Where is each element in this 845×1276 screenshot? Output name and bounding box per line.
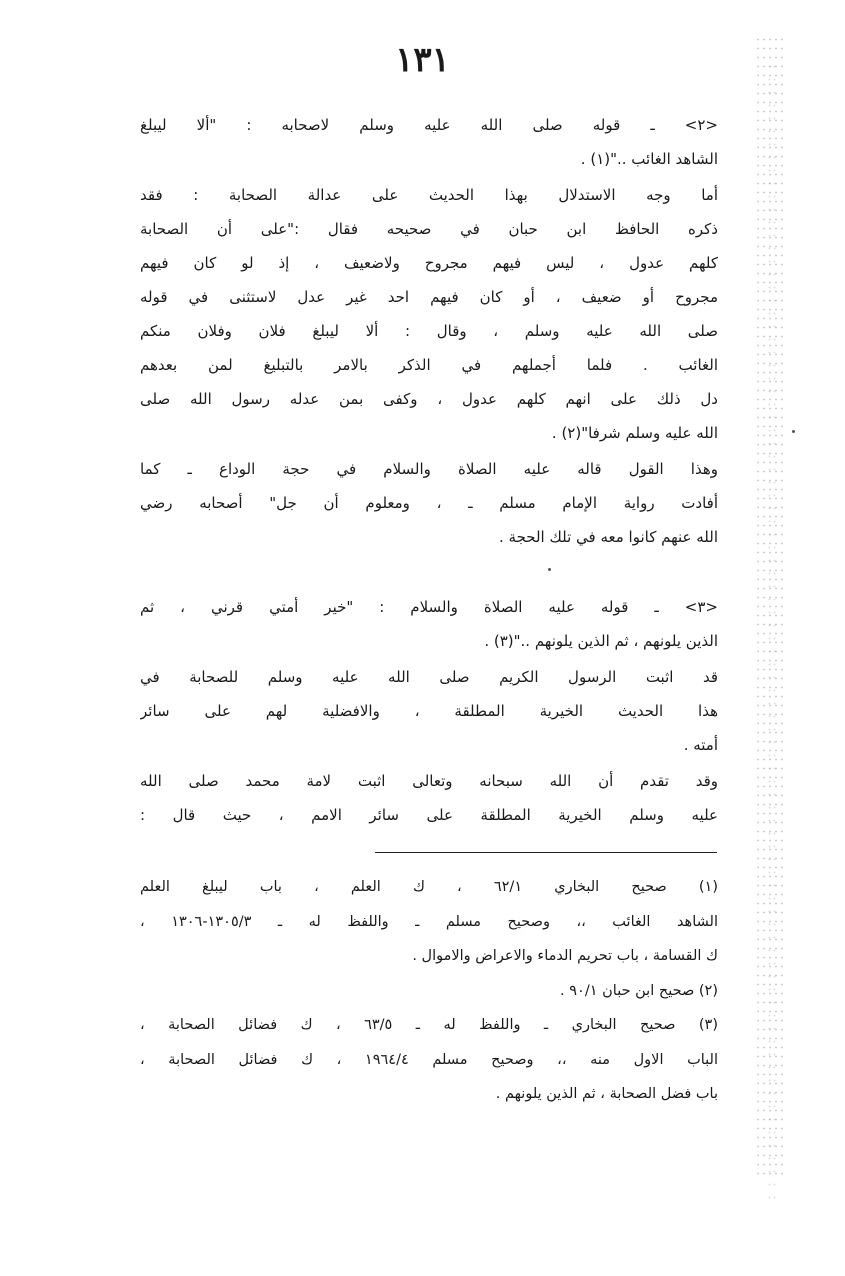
text-line: عليه وسلم الخيرية المطلقة على سائر الامم ، حيث قال : — [140, 806, 718, 824]
body-text — [140, 108, 718, 832]
scan-margin-noise-secondary — [767, 60, 777, 1200]
text-line: الغائب . فلما أجملهم في الذكر بالامر بالتبليغ لمن بعدهم — [140, 356, 718, 374]
text-line: وقد تقدم أن الله سبحانه وتعالى اثبت لامة محمد صلى الله — [140, 772, 718, 790]
text-line: دل ذلك على انهم كلهم عدول ، وكفى بمن عدله رسول الله صلى — [140, 390, 718, 408]
text-line: الذين يلونهم ، ثم الذين يلونهم .."(٣) . — [484, 632, 718, 650]
text-line: <٢> ـ قوله صلى الله عليه وسلم لاصحابه : "ألا ليبلغ — [140, 116, 718, 134]
text-line: كلهم عدول ، ليس فيهم مجروح ولاضعيف ، إذ لو كان فيهم — [140, 254, 718, 272]
text-line: أما وجه الاستدلال بهذا الحديث على عدالة الصحابة : فقد — [140, 186, 718, 204]
footnote-separator — [375, 852, 717, 853]
text-line: مجروح أو ضعيف ، أو كان فيهم احد غير عدل لاستثنى في قوله — [140, 288, 718, 306]
footnote-line: ك القسامة ، باب تحريم الدماء والاعراض والاموال . — [412, 948, 718, 964]
footnote-line: (١) صحيح البخاري ٦٢/١ ، ك العلم ، باب ليبلغ العلم — [140, 879, 718, 895]
text-line: هذا الحديث الخيرية المطلقة ، والافضلية لهم على سائر — [140, 702, 718, 720]
text-line: قد اثبت الرسول الكريم صلى الله عليه وسلم للصحابة في — [140, 668, 718, 686]
text-line: أمته . — [683, 736, 718, 754]
text-line: أفادت رواية الإمام مسلم ـ ، ومعلوم أن جل" أصحابه رضي — [140, 494, 718, 512]
footnote-line: الباب الاول منه ،، وصحيح مسلم ١٩٦٤/٤ ، ك فضائل الصحابة ، — [140, 1051, 718, 1068]
text-line: ذكره الحافظ ابن حبان في صحيحه فقال :"على أن الصحابة — [140, 220, 718, 238]
footnote-line: الشاهد الغائب ،، وصحيح مسلم ـ واللفظ له ـ ١٣٠٥/٣-١٣٠٦ ، — [140, 913, 718, 930]
footnote-line: (٣) صحيح البخاري ـ واللفظ له ـ ٦٣/٥ ، ك فضائل الصحابة ، — [140, 1017, 718, 1033]
scan-speck — [792, 430, 795, 433]
text-line: الله عنهم كانوا معه في تلك الحجة . — [499, 528, 718, 546]
text-line: <٣> ـ قوله عليه الصلاة والسلام : "خير أمتي قرني ، ثم — [140, 598, 718, 616]
footnote-line: (٢) صحيح ابن حبان ٩٠/١ . — [560, 982, 718, 999]
page-number: ١٣١ — [395, 40, 450, 80]
text-line: الشاهد الغائب .."(١) . — [580, 150, 718, 168]
text-line: صلى الله عليه وسلم ، وقال : ألا ليبلغ فلان وفلان منكم — [140, 322, 718, 340]
footnotes — [140, 870, 718, 1112]
text-line: الله عليه وسلم شرفا"(٢) . — [551, 424, 718, 442]
footnote-line: باب فضل الصحابة ، ثم الذين يلونهم . — [495, 1086, 718, 1102]
text-line: وهذا القول قاله عليه الصلاة والسلام في حجة الوداع ـ كما — [140, 460, 718, 478]
